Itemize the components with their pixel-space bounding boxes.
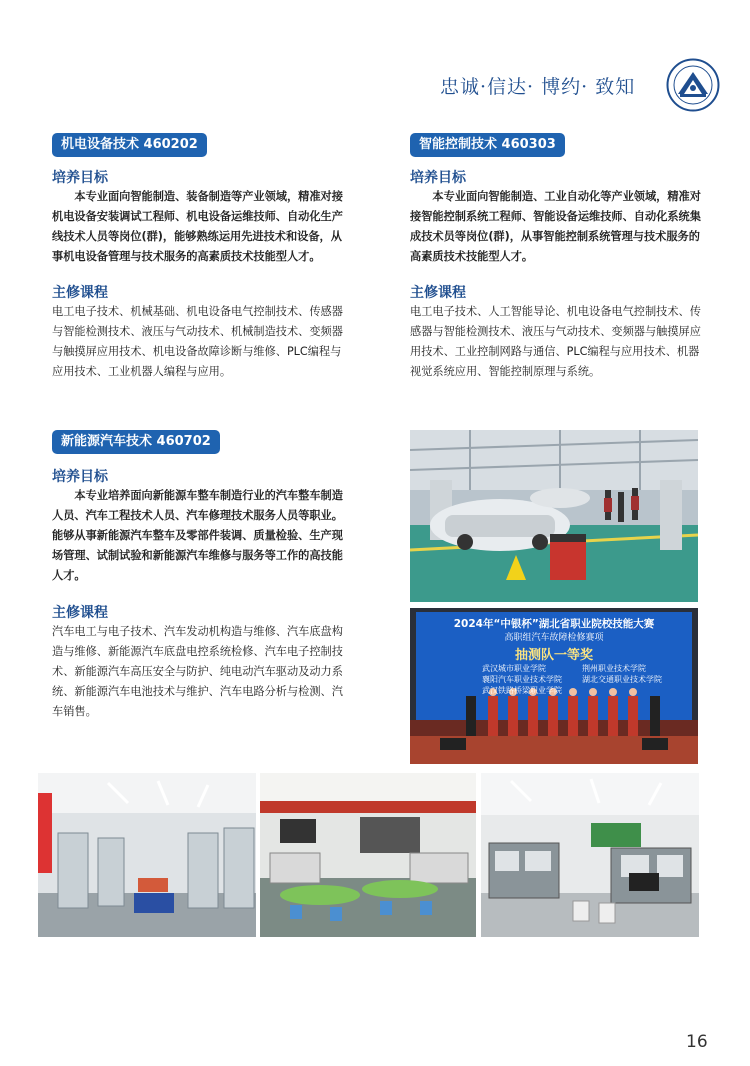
award-title-line1: 2024年“中银杯”湖北省职业院校技能大赛 [453,618,655,630]
award-school: 武汉铁路桥梁职业学院 [482,686,562,695]
award-title-line2: 高职组汽车故障检修赛项 [504,633,604,643]
auto-workshop-photo [410,430,698,602]
course-text: 电工电子技术、机械基础、机电设备电气控制技术、传感器与智能检测技术、液压与气动技术、机械制造技术、变频器与触摸屏应用技术、机电设备故障诊断与维修、PLC编程与应用技术、工业机器人编程与应用。 [52,305,343,378]
award-school: 武汉城市职业学院 [482,664,546,673]
page-number: 16 [686,1032,708,1052]
goal-text: 本专业面向智能制造、装备制造等产业领域，精准对接机电设备安装调试工程师、机电设备运维技师、自动化生产线技术人员等岗位(群)，能够熟练运用先进技术和设备，从事机电设备管理与技术服务的高素质技术技能型人才。 [52,190,343,263]
major-badge-intelligent-control: 智能控制技术 460303 [410,133,565,157]
course-text: 汽车电工与电子技术、汽车发动机构造与维修、汽车底盘构造与维修、新能源汽车底盘电控系统检修、汽车电子控制技术、新能源汽车高压安全与防护、纯电动汽车驱动及动力系统、新能源汽车电池技术与维护、汽车电路分析与检测、汽车销售。 [52,625,343,718]
school-seal-logo [666,58,720,112]
course-title: 主修课程 [52,605,108,621]
course-title: 主修课程 [410,285,466,301]
lab-photo-left [38,773,256,937]
award-school: 湖北交通职业技术学院 [582,675,662,684]
goal-title: 培养目标 [52,469,108,485]
goal-text: 本专业培养面向新能源车整车制造行业的汽车整车制造人员、汽车工程技术人员、汽车修理技术服务人员等职业。能够从事新能源汽车整车及零部件装调、质量检验、生产现场管理、试制试验和新能源汽车维修与服务等工作的高技能人才。 [52,489,343,582]
lab-photo-middle [260,773,476,937]
course-text: 电工电子技术、人工智能导论、机电设备电气控制技术、传感器与智能检测技术、液压与气动技术、变频器与触摸屏应用技术、工业控制网路与通信、PLC编程与应用技术、机器视觉系统应用、智能控制原理与系统。 [410,305,701,378]
award-school: 荆州职业技术学院 [582,664,646,673]
goal-title: 培养目标 [410,170,466,186]
goal-text: 本专业面向智能制造、工业自动化等产业领域，精准对接智能控制系统工程师、智能设备运维技师、自动化系统集成技术员等岗位(群)，从事智能控制系统管理与技术服务的高素质技术技能型人才。 [410,190,701,263]
major-badge-new-energy-vehicle: 新能源汽车技术 460702 [52,430,220,454]
award-ceremony-photo [410,608,698,764]
award-school: 襄阳汽车职业技术学院 [482,675,562,684]
motto: 忠诚·信达· 博约· 致知 [440,76,636,98]
goal-title: 培养目标 [52,170,108,186]
lab-photo-right [481,773,699,937]
award-title-line3: 抽测队一等奖 [514,648,593,663]
course-title: 主修课程 [52,285,108,301]
major-badge-mechatronic: 机电设备技术 460202 [52,133,207,157]
